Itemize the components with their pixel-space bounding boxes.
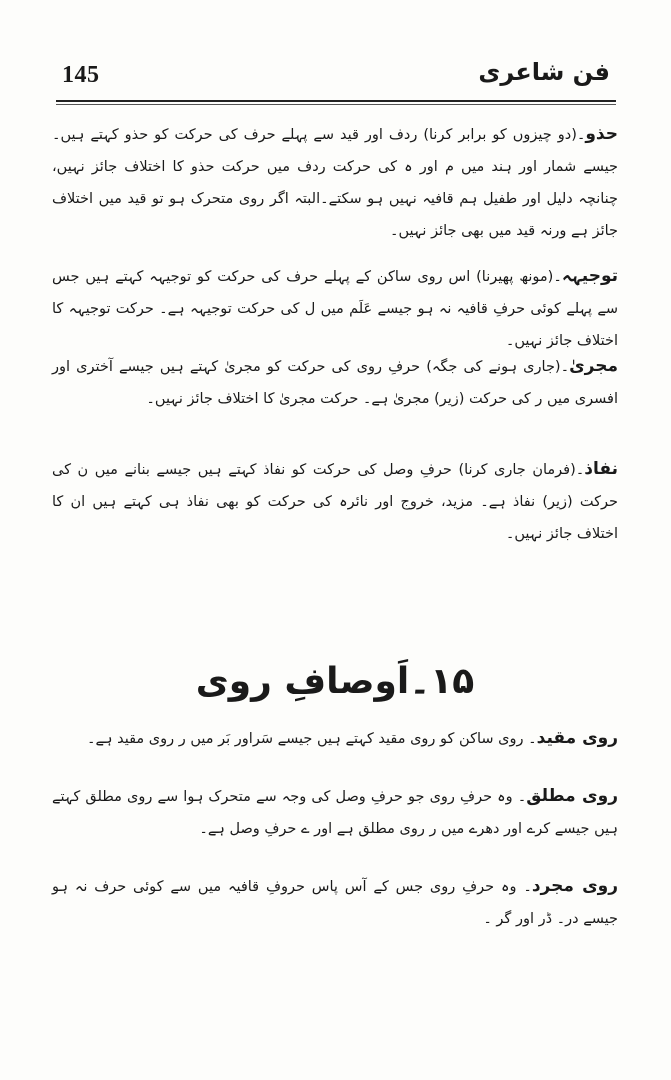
paragraph-text: ۔(فرمان جاری کرنا) حرفِ وصل کی حرکت کو نفاذ کہتے ہیں جیسے بنانے میں ن کی حرکت (زیر) نفاذ ہے۔ مزید، خروج اور نائرہ کی حرکت کو بھی نفاذ ہی کہتے ہیں ان کا اختلاف جائز نہیں۔ — [52, 462, 618, 542]
term-heading: حذو — [585, 124, 618, 144]
paragraph-text: ۔ روی ساکن کو روی مقید کہتے ہیں جیسے سَراور بَر میں ر روی مقید ہے۔ — [87, 731, 537, 747]
paragraph-hazv — [52, 118, 618, 247]
paragraph-text: ۔(مونھ پھیرنا) اس روی ساکن کے پہلے حرف کی حرکت کو توجیہہ کہتے ہیں جس سے پہلے کوئی حرفِ قافیہ نہ ہو جیسے عَلَم میں ل کی حرکت توجیہہ ہے۔ حرکت توجیہہ کا اختلاف جائز نہیں۔ — [52, 269, 618, 349]
page-header — [56, 56, 616, 96]
term-heading: مجریٰ — [569, 356, 618, 376]
paragraph-majra — [52, 350, 618, 415]
paragraph-text: ۔(جاری ہونے کی جگہ) حرفِ روی کی حرکت کو مجریٰ کہتے ہیں جیسے آختری اور افسری میں ر کی حرکت (زیر) مجریٰ ہے۔ حرکت مجریٰ کا اختلاف جائز نہیں۔ — [52, 359, 618, 407]
paragraph-tawjeeh — [52, 260, 618, 357]
paragraph-rawi-muqayyad — [52, 722, 618, 755]
paragraph-text: ۔(دو چیزوں کو برابر کرنا) ردف اور قید سے پہلے حرف کی حرکت کو حذو کہتے ہیں۔ جیسے شمار اور ہند میں م اور ہ کی حرکت ردف میں حرکت حذو کا اختلاف جائز نہیں، چنانچہ دلیل اور طفیل ہم قافیہ نہیں ہو سکتے۔البتہ اگر روی متحرک ہو تو قید میں اختلاف جائز ہے ورنہ قید میں بھی جائز نہیں۔ — [52, 127, 618, 239]
section-title: ۔اَوصافِ روی — [195, 661, 431, 702]
section-number: ۱۵ — [430, 661, 475, 702]
term-heading: نفاذ — [584, 459, 618, 479]
term-heading: روی مطلق — [526, 786, 618, 806]
paragraph-rawi-mujarrad — [52, 870, 618, 935]
term-heading: توجیہہ — [561, 266, 618, 286]
paragraph-text: ۔ وہ حرفِ روی جس کے آس پاس حروفِ قافیہ میں سے کوئی حرف نہ ہو جیسے در۔ ڈر اور گر ۔ — [52, 879, 618, 927]
book-title: فن شاعری — [478, 58, 610, 86]
paragraph-rawi-mutlaq — [52, 780, 618, 845]
paragraph-text: ۔ وہ حرفِ روی جو حرفِ وصل کی وجہ سے متحرک ہوا سے روی مطلق کہتے ہیں جیسے کرے اور دھرے میں ر روی مطلق ہے اور ے حرفِ وصل ہے۔ — [52, 789, 618, 837]
page-number: 145 — [62, 62, 100, 88]
section-heading — [100, 652, 570, 712]
header-divider — [56, 100, 616, 102]
header-divider-thin — [56, 104, 616, 105]
paragraph-nafaz — [52, 453, 618, 550]
term-heading: روی مقید — [536, 728, 618, 748]
term-heading: روی مجرد — [531, 876, 618, 896]
